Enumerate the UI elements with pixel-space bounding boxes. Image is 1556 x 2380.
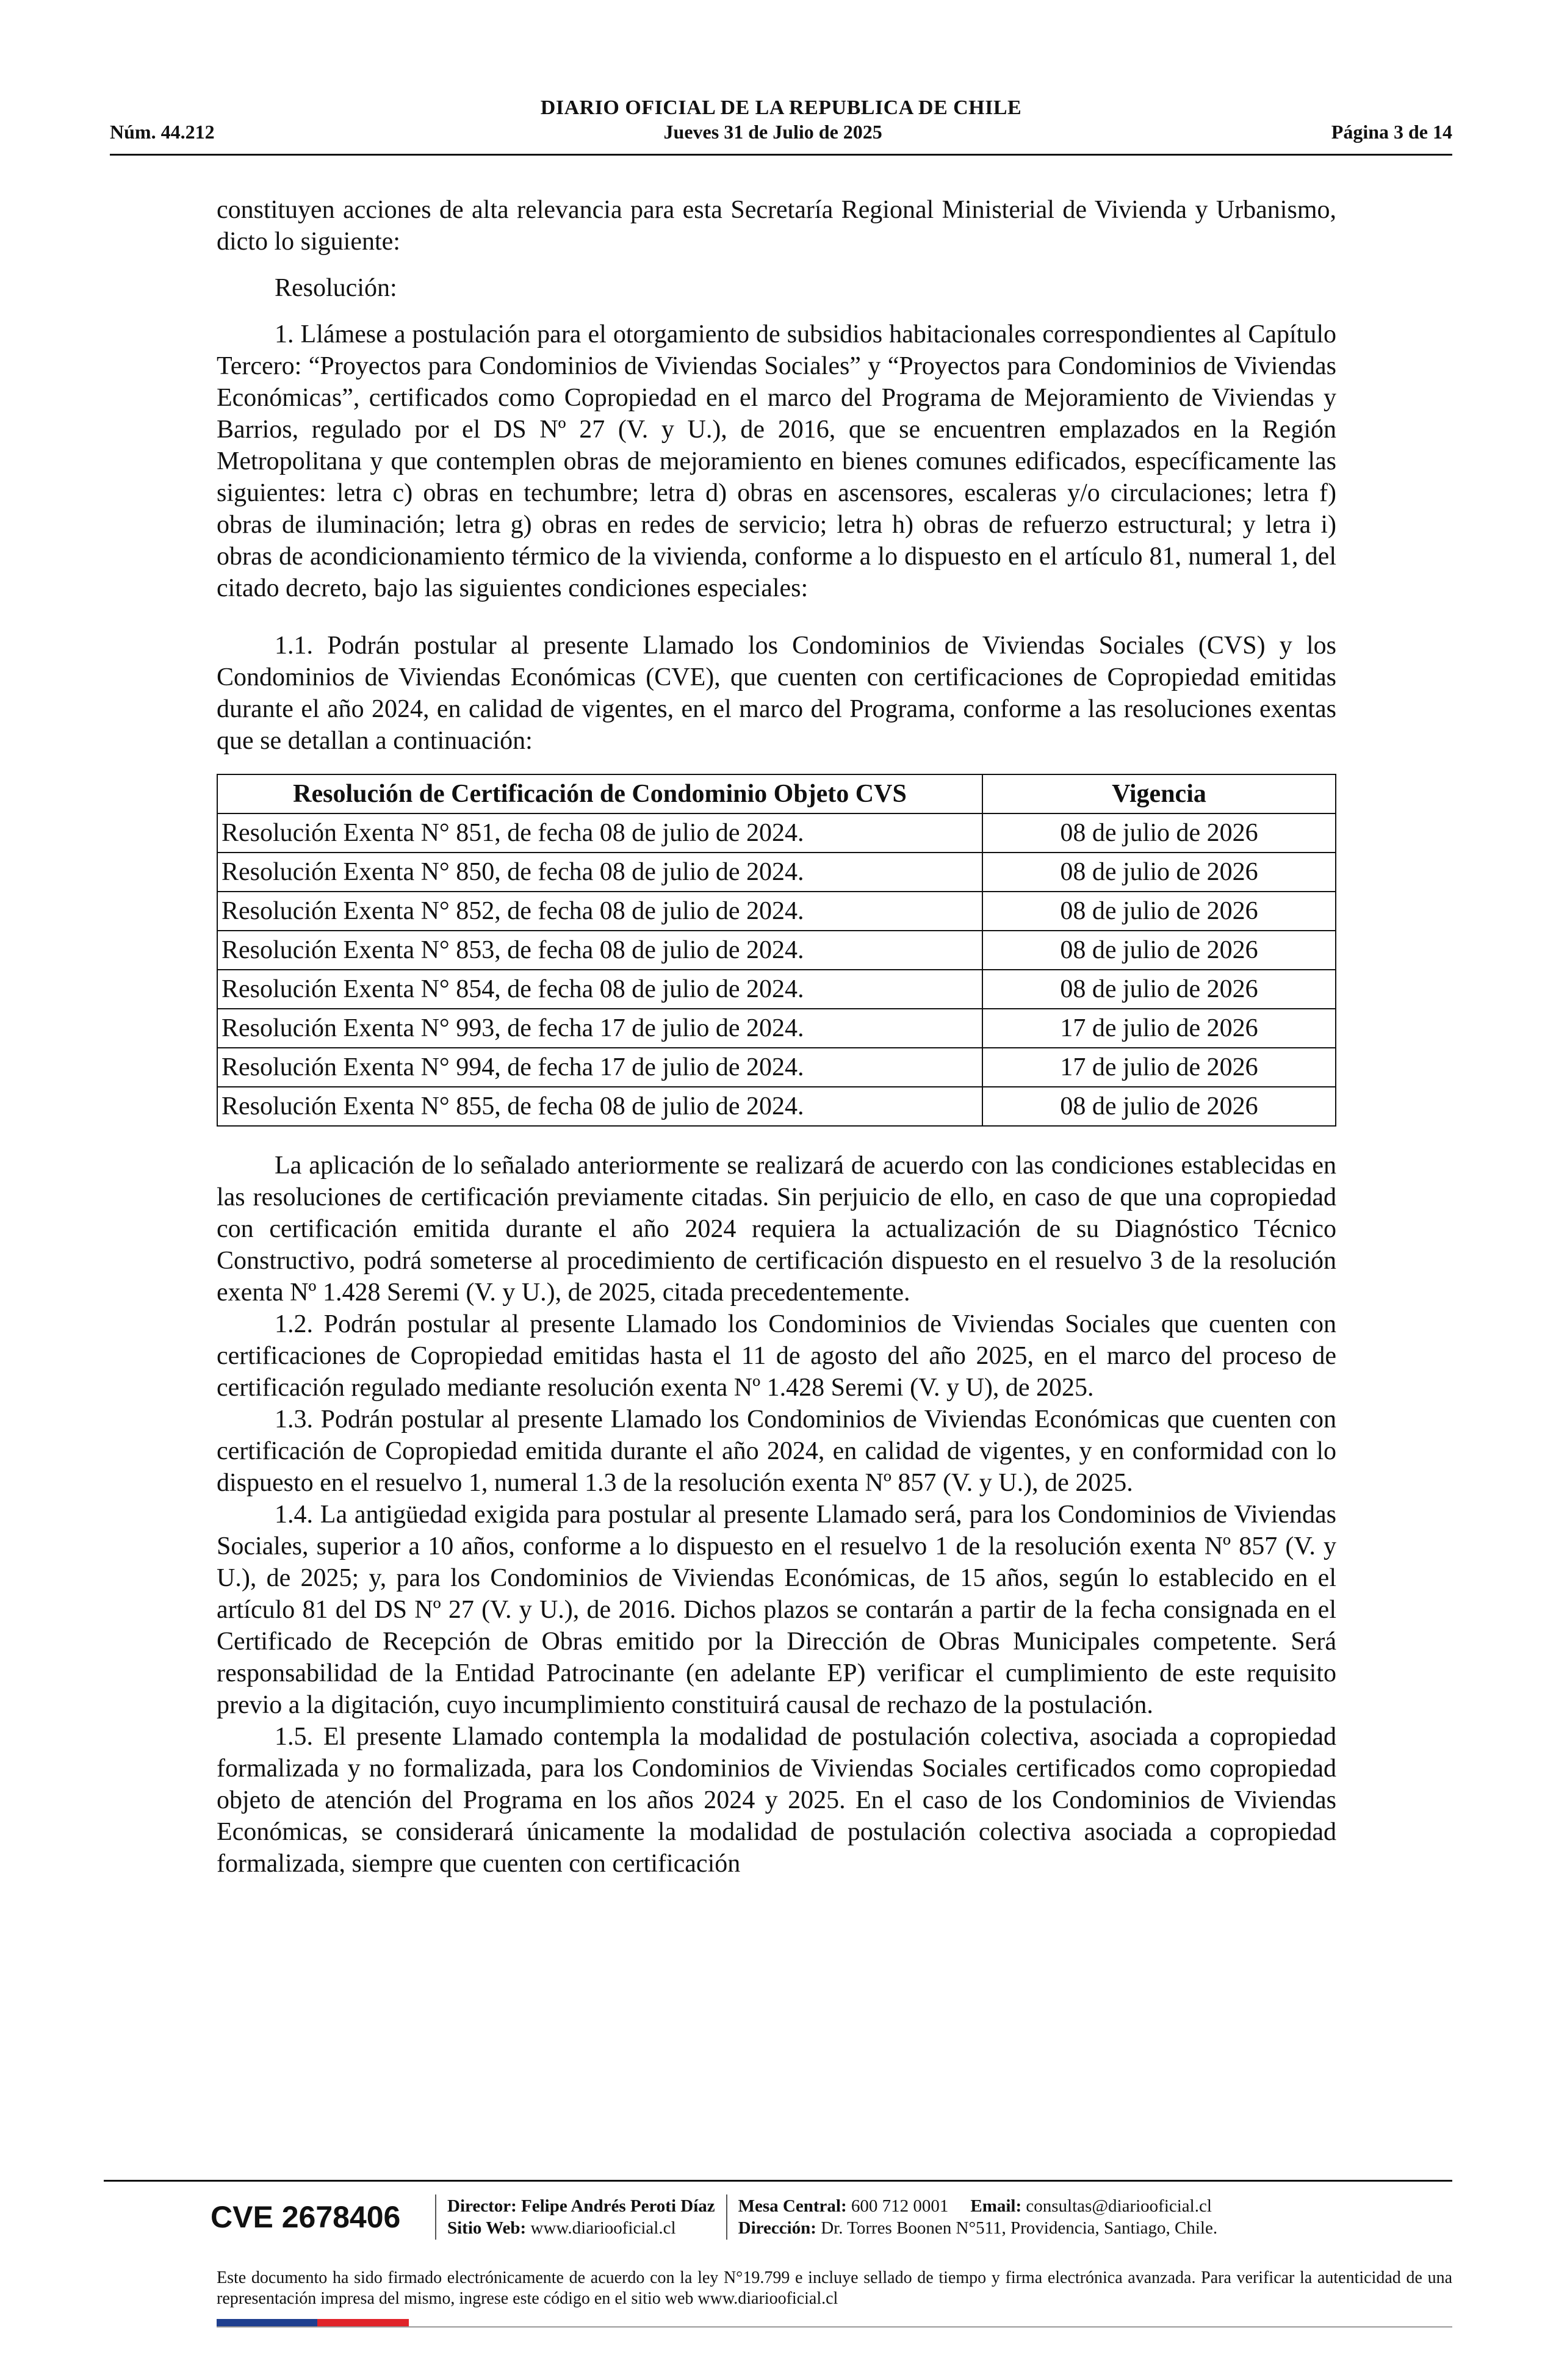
vigencia-cell: 17 de julio de 2026 [982,1048,1336,1087]
mesa-central-label: Mesa Central: [738,2196,847,2216]
paragraph-1: 1. Llámese a postulación para el otorgamiento de subsidios habitacionales correspondientes al Capítulo Tercero: “Proyectos para Condominios de Viviendas Sociales” y “Proyectos para Condominios de Viviendas Económicas”, certificados como Copropiedad en el marco del Programa de Mejoramiento de Viviendas y Barrios, regulado por el DS Nº 27 (V. y U.), de 2016, que se encuentren emplazados en la Región Metropolitana y que contemplen obras de mejoramiento en bienes comunes edificados, específicamente las siguientes: letra c) obras en techumbre; letra d) obras en ascensores, escaleras y/o circulaciones; letra f) obras de iluminación; letra g) obras en redes de servicio; letra h) obras de refuerzo estructural; y letra i) obras de acondicionamiento térmico de la vivienda, conforme a lo dispuesto en el artículo 81, numeral 1, del citado decreto, bajo las siguientes condiciones especiales: [217,320,1336,602]
email-link[interactable]: consultas@diariooficial.cl [1026,2196,1212,2216]
address-value: Dr. Torres Boonen N°511, Providencia, Santiago, Chile. [821,2218,1218,2238]
issue-date: Jueves 31 de Julio de 2025 [663,121,882,143]
table-header-row [217,774,1336,813]
website-link[interactable]: www.diariooficial.cl [530,2218,676,2238]
flag-stripe-blue [217,2319,317,2326]
issue-number: Núm. 44.212 [110,121,215,143]
resolution-cell: Resolución Exenta N° 993, de fecha 17 de julio de 2024. [217,1009,982,1048]
page-footer [211,2188,1452,2246]
table-row [217,892,1336,931]
footer-director-info [447,2195,715,2239]
resolution-cell: Resolución Exenta N° 853, de fecha 08 de julio de 2024. [217,931,982,970]
paragraph-1-2: 1.2. Podrán postular al presente Llamado los Condominios de Viviendas Sociales que cuenten con certificaciones de Copropiedad emitidas hasta el 11 de agosto del año 2025, en el marco del proceso de certificación regulado mediante resolución exenta Nº 1.428 Seremi (V. y U), de 2025. [217,1310,1336,1402]
email-label: Email: [970,2196,1022,2216]
vigencia-cell: 08 de julio de 2026 [982,892,1336,931]
table-row [217,970,1336,1009]
table-row [217,1087,1336,1126]
footer-divider [104,2180,1452,2182]
director-name: Felipe Andrés Peroti Díaz [521,2196,715,2216]
footer-bottom-divider [217,2326,1452,2328]
document-body [217,194,1336,1880]
footer-separator [726,2194,727,2240]
director-label: Director: [447,2196,517,2216]
legal-notice: Este documento ha sido firmado electrónicamente de acuerdo con la ley N°19.799 e incluye sellado de tiempo y firma electrónica avanzada. Para verificar la autenticidad de una representación impresa del mismo, ingrese este código en el sitio web www.diariooficial.cl [217,2268,1452,2308]
column-header-vigencia: Vigencia [982,774,1336,813]
resolution-cell: Resolución Exenta N° 854, de fecha 08 de julio de 2024. [217,970,982,1009]
cve-code: CVE 2678406 [211,2200,401,2234]
resolution-heading: Resolución: [275,274,397,302]
paragraph-intro: constituyen acciones de alta relevancia para esta Secretaría Regional Ministerial de Vivienda y Urbanismo, dicto lo siguiente: [217,196,1336,256]
resolution-cell: Resolución Exenta N° 850, de fecha 08 de julio de 2024. [217,853,982,892]
resolution-cell: Resolución Exenta N° 852, de fecha 08 de julio de 2024. [217,892,982,931]
paragraph-1-4: 1.4. La antigüedad exigida para postular al presente Llamado será, para los Condominios de Viviendas Sociales, superior a 10 años, conforme a lo dispuesto en el resuelvo 1 de la resolución exenta Nº 857 (V. y U.), de 2025; y, para los Condominios de Viviendas Económicas, de 15 años, según lo establecido en el artículo 81 del DS Nº 27 (V. y U.), de 2016. Dichos plazos se contarán a partir de la fecha consignada en el Certificado de Recepción de Obras emitido por la Dirección de Obras Municipales competente. Será responsabilidad de la Entidad Patrocinante (en adelante EP) verificar el cumplimiento de este requisito previo a la digitación, cuyo incumplimiento constituirá causal de rechazo de la postulación. [217,1501,1336,1719]
footer-separator [435,2194,436,2240]
table-row [217,853,1336,892]
vigencia-cell: 17 de julio de 2026 [982,1009,1336,1048]
paragraph-1-1: 1.1. Podrán postular al presente Llamado los Condominios de Viviendas Sociales (CVS) y los Condominios de Viviendas Económicas (CVE), que cuenten con certificaciones de Copropiedad emitidas durante el año 2024, en calidad de vigentes, en el marco del Programa, conforme a las resoluciones exentas que se detallan a continuación: [217,632,1336,755]
vigencia-cell: 08 de julio de 2026 [982,931,1336,970]
table-row [217,1009,1336,1048]
mesa-central-phone: 600 712 0001 [851,2196,949,2216]
resolution-cell: Resolución Exenta N° 855, de fecha 08 de julio de 2024. [217,1087,982,1126]
paragraph-1-3: 1.3. Podrán postular al presente Llamado los Condominios de Viviendas Económicas que cuenten con certificación de Copropiedad emitida durante el año 2024, en calidad de vigentes, y en conformidad con lo dispuesto en el resuelvo 1, numeral 1.3 de la resolución exenta Nº 857 (V. y U.), de 2025. [217,1405,1336,1497]
vigencia-cell: 08 de julio de 2026 [982,1087,1336,1126]
paragraph-1-5: 1.5. El presente Llamado contempla la modalidad de postulación colectiva, asociada a copropiedad formalizada y no formalizada, para los Condominios de Viviendas Sociales certificados como copropiedad objeto de atención del Programa en los años 2024 y 2025. En el caso de los Condominios de Viviendas Económicas, se considerará únicamente la modalidad de postulación colectiva asociada a copropiedad formalizada, siempre que cuenten con certificación [217,1723,1336,1878]
table-row [217,931,1336,970]
website-label: Sitio Web: [447,2218,527,2238]
flag-stripe-red [317,2319,409,2326]
table-row [217,1048,1336,1087]
newspaper-title: DIARIO OFICIAL DE LA REPUBLICA DE CHILE [540,96,1022,119]
paragraph-aplicacion: La aplicación de lo señalado anteriormente se realizará de acuerdo con las condiciones establecidas en las resoluciones de certificación previamente citadas. Sin perjuicio de ello, en caso de que una copropiedad con certificación emitida durante el año 2024 requiera la actualización de su Diagnóstico Técnico Constructivo, podrá someterse al procedimiento de certificación dispuesto en el resuelvo 3 de la resolución exenta Nº 1.428 Seremi (V. y U.), de 2025, citada precedentemente. [217,1152,1336,1307]
address-label: Dirección: [738,2218,816,2238]
header-divider [110,154,1452,156]
table-row [217,813,1336,853]
flag-color-strip [217,2319,409,2326]
column-header-resolution: Resolución de Certificación de Condominio Objeto CVS [217,774,982,813]
resolution-cell: Resolución Exenta N° 851, de fecha 08 de julio de 2024. [217,813,982,853]
page-header [110,96,1452,143]
page-indicator: Página 3 de 14 [1331,121,1452,143]
certification-table [217,774,1336,1127]
vigencia-cell: 08 de julio de 2026 [982,970,1336,1009]
vigencia-cell: 08 de julio de 2026 [982,853,1336,892]
resolution-cell: Resolución Exenta N° 994, de fecha 17 de julio de 2024. [217,1048,982,1087]
vigencia-cell: 08 de julio de 2026 [982,813,1336,853]
footer-contact-info [738,2195,1217,2239]
